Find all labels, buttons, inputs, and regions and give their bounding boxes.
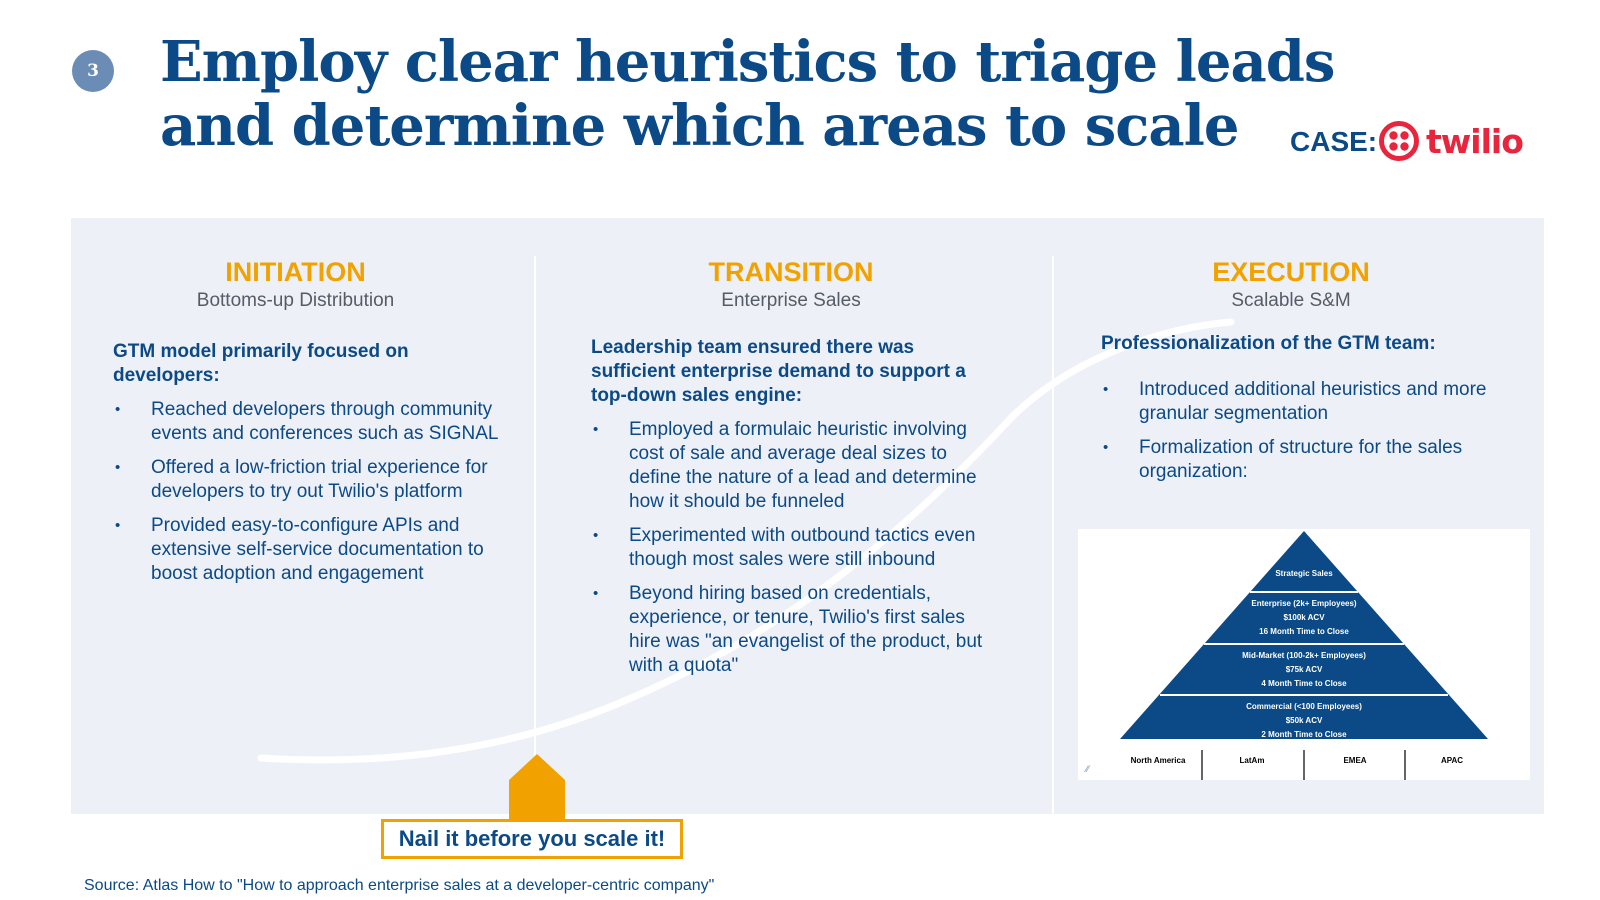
phases-panel	[71, 218, 1544, 814]
sales-org-pyramid	[1078, 529, 1530, 780]
bullet-list	[1101, 378, 1501, 484]
column-lead: Leadership team ensured there was sufficient enterprise demand to support a top-down sales engine:	[591, 337, 966, 406]
bullet-item: • Introduced additional heuristics and more granular segmentation	[1101, 378, 1501, 426]
tier-label: Commercial (<100 Employees)	[1246, 702, 1362, 711]
phase-title: TRANSITION	[708, 257, 874, 287]
bullet-item: • Offered a low-friction trial experience for developers to try out Twilio's platform	[113, 456, 513, 504]
tier-label: Strategic Sales	[1275, 569, 1333, 578]
column-lead: Professionalization of the GTM team:	[1101, 333, 1436, 354]
bullet-list	[113, 398, 513, 586]
bullet-item: • Employed a formulaic heuristic involving cost of sale and average deal sizes to define the nature of a lead and determine how it should be funneled	[591, 418, 991, 514]
phase-title: EXECUTION	[1212, 257, 1370, 287]
page-title: Employ clear heuristics to triage leads and determine which areas to scale	[160, 29, 1335, 159]
region-label: LatAm	[1239, 756, 1265, 765]
slide-mark-icon: ⁄⁄	[1086, 764, 1090, 774]
step-number-badge: 3	[72, 50, 114, 92]
column-divider	[1052, 256, 1054, 814]
tier-label: Enterprise (2k+ Employees)	[1251, 599, 1357, 608]
bullet-item: • Formalization of structure for the sales organization:	[1101, 436, 1501, 484]
twilio-logo-text: twilio	[1426, 121, 1523, 161]
callout-box	[381, 819, 683, 859]
bullet-item: • Beyond hiring based on credentials, experience, or tenure, Twilio's first sales hire was "an evangelist of the product, but with a quota"	[591, 582, 991, 678]
phase-title: INITIATION	[225, 257, 366, 287]
tier-acv: $100k ACV	[1283, 613, 1325, 622]
twilio-logo	[1378, 120, 1523, 162]
tier-close-time: 4 Month Time to Close	[1261, 679, 1347, 688]
column-initiation	[113, 256, 513, 586]
bullet-item: • Provided easy-to-configure APIs and extensive self-service documentation to boost adoption and engagement	[113, 514, 513, 586]
region-label: North America	[1130, 756, 1186, 765]
phase-subtitle: Enterprise Sales	[721, 290, 861, 311]
column-execution	[1101, 256, 1501, 484]
tier-close-time: 16 Month Time to Close	[1259, 627, 1349, 636]
region-label: EMEA	[1343, 756, 1367, 765]
tier-acv: $75k ACV	[1285, 665, 1323, 674]
tier-close-time: 2 Month Time to Close	[1261, 730, 1347, 739]
callout-arrow-icon	[509, 754, 565, 820]
source-note: Source: Atlas How to "How to approach enterprise sales at a developer-centric company"	[84, 877, 715, 894]
bullet-item: • Reached developers through community events and conferences such as SIGNAL	[113, 398, 513, 446]
bullet-list	[591, 418, 991, 678]
phase-subtitle: Bottoms-up Distribution	[196, 290, 395, 311]
column-transition	[591, 256, 991, 678]
region-label: APAC	[1440, 756, 1464, 765]
column-divider	[534, 256, 536, 814]
bullet-item: • Experimented with outbound tactics even though most sales were still inbound	[591, 524, 991, 572]
tier-label: Mid-Market (100-2k+ Employees)	[1242, 651, 1366, 660]
twilio-logo-icon	[1378, 120, 1420, 162]
callout-text: Nail it before you scale it!	[398, 826, 666, 851]
case-label: CASE:	[1290, 126, 1378, 157]
phase-subtitle: Scalable S&M	[1231, 290, 1351, 311]
column-lead: GTM model primarily focused on developers:	[113, 341, 409, 386]
tier-acv: $50k ACV	[1285, 716, 1323, 725]
